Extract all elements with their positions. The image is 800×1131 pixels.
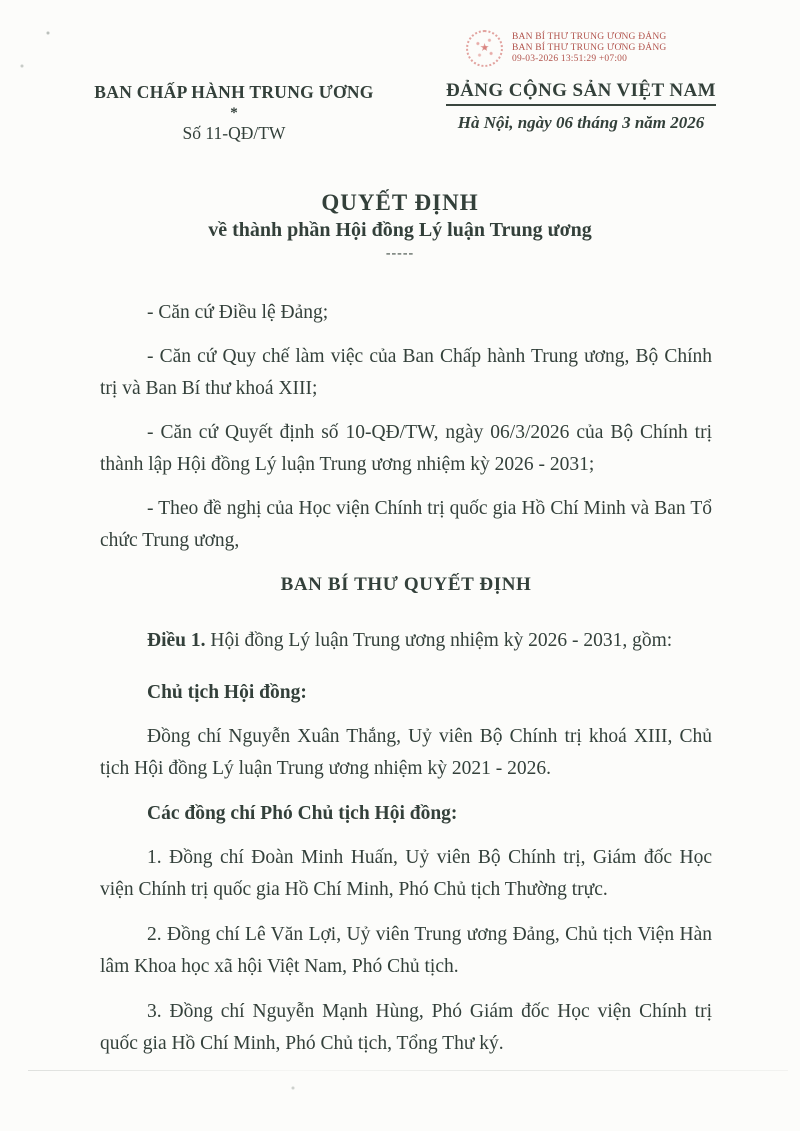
decision-heading: BAN BÍ THƯ QUYẾT ĐỊNH [280, 574, 532, 595]
vice-chairman-entry-2: 2. Đồng chí Lê Văn Lợi, Uỷ viên Trung ương Đảng, Chủ tịch Viện Hàn lâm Khoa học xã hội Việt Nam, Phó Chủ tịch. [100, 924, 712, 977]
place-and-date: Hà Nội, ngày 06 tháng 3 năm 2026 [457, 113, 705, 132]
signature-stamp-text [512, 32, 666, 65]
vice-chairman-entry-1: 1. Đồng chí Đoàn Minh Huấn, Uỷ viên Bộ Chính trị, Giám đốc Học viện Chính trị quốc gia Hồ Chí Minh, Phó Chủ tịch Thường trực. [100, 847, 712, 900]
digital-signature-stamp [466, 30, 666, 67]
title-divider: ----- [385, 246, 415, 261]
chairman-heading: Chủ tịch Hội đồng: [147, 682, 307, 703]
party-seal-icon [466, 30, 503, 67]
article-1-label: Điều 1. [147, 630, 206, 651]
scan-artifact-line [28, 1070, 788, 1071]
preamble-citation-3: - Căn cứ Quyết định số 10-QĐ/TW, ngày 06/3/2026 của Bộ Chính trị thành lập Hội đồng Lý luận Trung ương nhiệm kỳ 2026 - 2031; [100, 422, 712, 475]
header-national-block [415, 80, 747, 133]
party-name: ĐẢNG CỘNG SẢN VIỆT NAM [446, 80, 716, 106]
preamble-citation-2: - Căn cứ Quy chế làm việc của Ban Chấp hành Trung ương, Bộ Chính trị và Ban Bí thư khoá XIII; [100, 346, 712, 399]
document-number: Số 11-QĐ/TW [182, 123, 286, 143]
signature-stamp-timestamp: 09-03-2026 13:51:29 +07:00 [512, 54, 628, 64]
signature-stamp-line1: BAN BÍ THƯ TRUNG ƯƠNG ĐẢNG [512, 32, 667, 42]
document-subtitle: về thành phần Hội đồng Lý luận Trung ương [208, 219, 592, 241]
chairman-entry: Đồng chí Nguyễn Xuân Thắng, Uỷ viên Bộ Chính trị khoá XIII, Chủ tịch Hội đồng Lý luận Trung ương nhiệm kỳ 2021 - 2026. [100, 726, 712, 779]
document-title: QUYẾT ĐỊNH [321, 190, 479, 215]
signature-stamp-line2: BAN BÍ THƯ TRUNG ƯƠNG ĐẢNG [512, 43, 667, 53]
document-title-block [0, 190, 800, 262]
preamble-citation-4: - Theo đề nghị của Học viện Chính trị quốc gia Hồ Chí Minh và Ban Tổ chức Trung ương, [100, 498, 712, 551]
document-body [100, 297, 712, 1073]
preamble-citation-1: - Căn cứ Điều lệ Đảng; [147, 302, 329, 323]
vice-chairman-entry-3: 3. Đồng chí Nguyễn Mạnh Hùng, Phó Giám đốc Học viện Chính trị quốc gia Hồ Chí Minh, Phó Chủ tịch, Tổng Thư ký. [100, 1001, 712, 1054]
star-separator: * [230, 105, 238, 121]
header-issuer-block [68, 82, 400, 144]
issuer-name: BAN CHẤP HÀNH TRUNG ƯƠNG [94, 82, 374, 102]
article-1 [100, 625, 712, 657]
article-1-text: Hội đồng Lý luận Trung ương nhiệm kỳ 2026 - 2031, gồm: [205, 630, 673, 651]
vice-chairmen-heading: Các đồng chí Phó Chủ tịch Hội đồng: [147, 803, 458, 824]
